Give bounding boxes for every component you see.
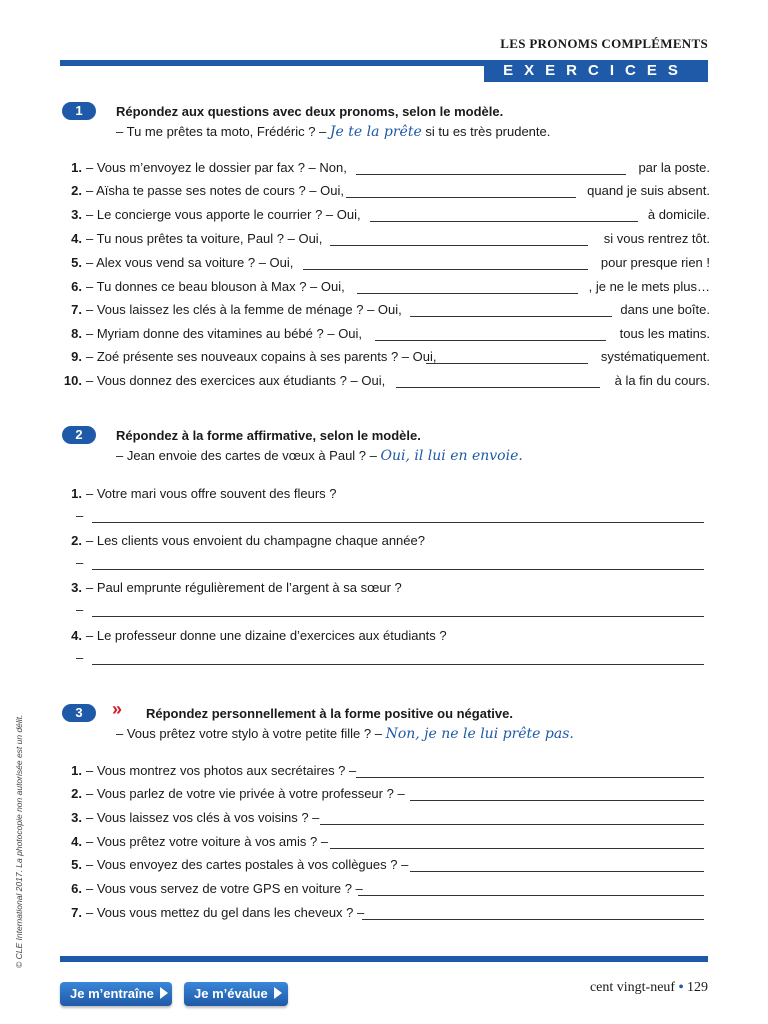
copyright-notice: © CLE International 2017. La photocopie non autorisée est un délit.: [14, 714, 24, 968]
evaluate-button[interactable]: [184, 982, 288, 1006]
item-ending: systématiquement.: [600, 349, 710, 364]
exercise-2-item: [60, 628, 710, 646]
exercise-2-model: [116, 448, 523, 464]
answer-blank[interactable]: [426, 363, 588, 364]
model-tail: si tu es très prudente.: [425, 124, 551, 139]
exercise-1-item: [60, 160, 710, 178]
model-answer: Non, je ne le lui prête pas.: [385, 726, 574, 742]
answer-blank[interactable]: [370, 221, 638, 222]
answer-blank[interactable]: [396, 387, 600, 388]
model-question: – Jean envoie des cartes de vœux à Paul ? –: [116, 448, 377, 463]
exercise-3-item: [60, 834, 710, 852]
item-ending: pour presque rien !: [600, 255, 710, 270]
item-question: – Tu nous prêtes ta voiture, Paul ? – Oui,: [86, 231, 323, 246]
exercise-2-item: [60, 580, 710, 598]
exercise-3-item: [60, 786, 710, 804]
answer-blank[interactable]: [358, 895, 704, 896]
item-number: 2.: [71, 786, 82, 801]
answer-blank[interactable]: [410, 871, 704, 872]
item-number: 6.: [71, 279, 82, 294]
exercise-badge-1: 1: [62, 102, 96, 120]
exercise-1-model: [116, 124, 550, 140]
item-ending: , je ne le mets plus…: [588, 279, 710, 294]
item-number: 1.: [71, 160, 82, 175]
exercise-3-item: [60, 881, 710, 899]
item-question: – Alex vous vend sa voiture ? – Oui,: [86, 255, 294, 270]
footer-rule: [60, 956, 708, 962]
answer-blank[interactable]: [356, 777, 704, 778]
item-question: – Vous prêtez votre voiture à vos amis ? –: [86, 834, 329, 849]
item-number: 5.: [71, 857, 82, 872]
item-number: 7.: [71, 905, 82, 920]
item-question: – Vous vous mettez du gel dans les cheveux ? –: [86, 905, 365, 920]
item-number: 1.: [71, 763, 82, 778]
model-question: – Tu me prêtes ta moto, Frédéric ? –: [116, 124, 327, 139]
item-question: – Vous envoyez des cartes postales à vos collègues ? –: [86, 857, 409, 872]
exercise-3-instruction: Répondez personnellement à la forme positive ou négative.: [146, 706, 513, 721]
item-ending: dans une boîte.: [620, 302, 710, 317]
answer-blank[interactable]: [356, 174, 626, 175]
evaluate-button-label: Je m’évalue: [194, 986, 268, 1001]
answer-dash: –: [76, 508, 84, 523]
item-ending: tous les matins.: [619, 326, 710, 341]
item-number: 4.: [71, 231, 82, 246]
answer-blank[interactable]: [410, 800, 704, 801]
exercise-1-item: [60, 326, 710, 344]
answer-line[interactable]: [92, 522, 704, 523]
section-label: EXERCICES: [484, 60, 708, 82]
exercise-3-item: [60, 905, 710, 923]
exercise-2-item: [60, 533, 710, 551]
item-ending: par la poste.: [638, 160, 710, 175]
answer-blank[interactable]: [320, 824, 704, 825]
exercise-badge-3: 3: [62, 704, 96, 722]
answer-blank[interactable]: [330, 245, 588, 246]
exercise-1-item: [60, 349, 710, 367]
model-answer: Je te la prête: [329, 124, 422, 140]
item-question: – Vous montrez vos photos aux secrétaires ? –: [86, 763, 357, 778]
item-number: 4.: [71, 834, 82, 849]
item-question: – Vous vous servez de votre GPS en voiture ? –: [86, 881, 363, 896]
item-number: 5.: [71, 255, 82, 270]
double-chevron-icon: »: [112, 699, 123, 719]
item-ending: quand je suis absent.: [587, 183, 710, 198]
train-button[interactable]: [60, 982, 172, 1006]
item-ending: à domicile.: [647, 207, 710, 222]
item-number: 3.: [71, 207, 82, 222]
page-number: [590, 980, 708, 996]
exercise-2-instruction: Répondez à la forme affirmative, selon le modèle.: [116, 428, 421, 443]
item-question: – Vous laissez les clés à la femme de ménage ? – Oui,: [86, 302, 402, 317]
item-question: – Aïsha te passe ses notes de cours ? – Oui,: [86, 183, 344, 198]
item-ending: à la fin du cours.: [614, 373, 710, 388]
exercise-3-item: [60, 810, 710, 828]
exercise-1-instruction: Répondez aux questions avec deux pronoms, selon le modèle.: [116, 104, 504, 119]
answer-blank[interactable]: [303, 269, 588, 270]
chapter-title: LES PRONOMS COMPLÉMENTS: [500, 36, 708, 51]
exercise-1-item: [60, 231, 710, 249]
bullet-separator: •: [678, 980, 684, 995]
answer-line[interactable]: [92, 664, 704, 665]
item-number: 2.: [71, 533, 82, 548]
item-number: 9.: [71, 349, 82, 364]
item-number: 10.: [63, 373, 82, 388]
item-number: 1.: [71, 486, 82, 501]
answer-blank[interactable]: [357, 293, 578, 294]
exercise-3-item: [60, 763, 710, 781]
answer-dash: –: [76, 602, 84, 617]
item-question: – Paul emprunte régulièrement de l’argent à sa sœur ?: [86, 580, 402, 595]
train-button-label: Je m’entraîne: [70, 986, 154, 1001]
item-question: – Tu donnes ce beau blouson à Max ? – Oui,: [86, 279, 345, 294]
item-question: – Vous donnez des exercices aux étudiants ? – Oui,: [86, 373, 386, 388]
item-number: 8.: [71, 326, 82, 341]
item-question: – Vous m’envoyez le dossier par fax ? – Non,: [86, 160, 347, 175]
item-number: 7.: [71, 302, 82, 317]
item-question: – Les clients vous envoient du champagne chaque année?: [86, 533, 425, 548]
item-question: – Myriam donne des vitamines au bébé ? – Oui,: [86, 326, 363, 341]
answer-line[interactable]: [92, 616, 704, 617]
item-ending: si vous rentrez tôt.: [603, 231, 710, 246]
item-number: 3.: [71, 580, 82, 595]
answer-blank[interactable]: [362, 919, 704, 920]
item-number: 6.: [71, 881, 82, 896]
exercise-1-item: [60, 279, 710, 297]
item-number: 2.: [71, 183, 82, 198]
answer-blank[interactable]: [410, 316, 612, 317]
model-answer: Oui, il lui en envoie.: [380, 448, 523, 464]
item-question: – Votre mari vous offre souvent des fleurs ?: [86, 486, 337, 501]
page-number-words: cent vingt-neuf: [589, 980, 676, 995]
answer-blank[interactable]: [375, 340, 606, 341]
item-question: – Zoé présente ses nouveaux copains à ses parents ? – Oui,: [86, 349, 437, 364]
exercise-1-item: [60, 183, 710, 201]
exercise-1-item: [60, 255, 710, 273]
item-question: – Vous laissez vos clés à vos voisins ? –: [86, 810, 320, 825]
item-number: 3.: [71, 810, 82, 825]
exercise-3-model: [116, 726, 574, 742]
exercise-3-item: [60, 857, 710, 875]
item-number: 4.: [71, 628, 82, 643]
exercise-1-item: [60, 207, 710, 225]
answer-blank[interactable]: [346, 197, 576, 198]
page-number-digits: 129: [687, 980, 708, 995]
answer-dash: –: [76, 650, 84, 665]
exercise-1-item: [60, 373, 710, 391]
play-arrow-icon: [160, 987, 168, 999]
item-question: – Le concierge vous apporte le courrier ? – Oui,: [86, 207, 361, 222]
answer-line[interactable]: [92, 569, 704, 570]
exercise-badge-2: 2: [62, 426, 96, 444]
model-question: – Vous prêtez votre stylo à votre petite fille ? –: [116, 726, 382, 741]
item-question: – Le professeur donne une dizaine d’exercices aux étudiants ?: [86, 628, 447, 643]
item-question: – Vous parlez de votre vie privée à votre professeur ? –: [86, 786, 405, 801]
play-arrow-icon: [274, 987, 282, 999]
answer-dash: –: [76, 555, 84, 570]
answer-blank[interactable]: [330, 848, 704, 849]
exercise-1-item: [60, 302, 710, 320]
exercise-2-item: [60, 486, 710, 504]
